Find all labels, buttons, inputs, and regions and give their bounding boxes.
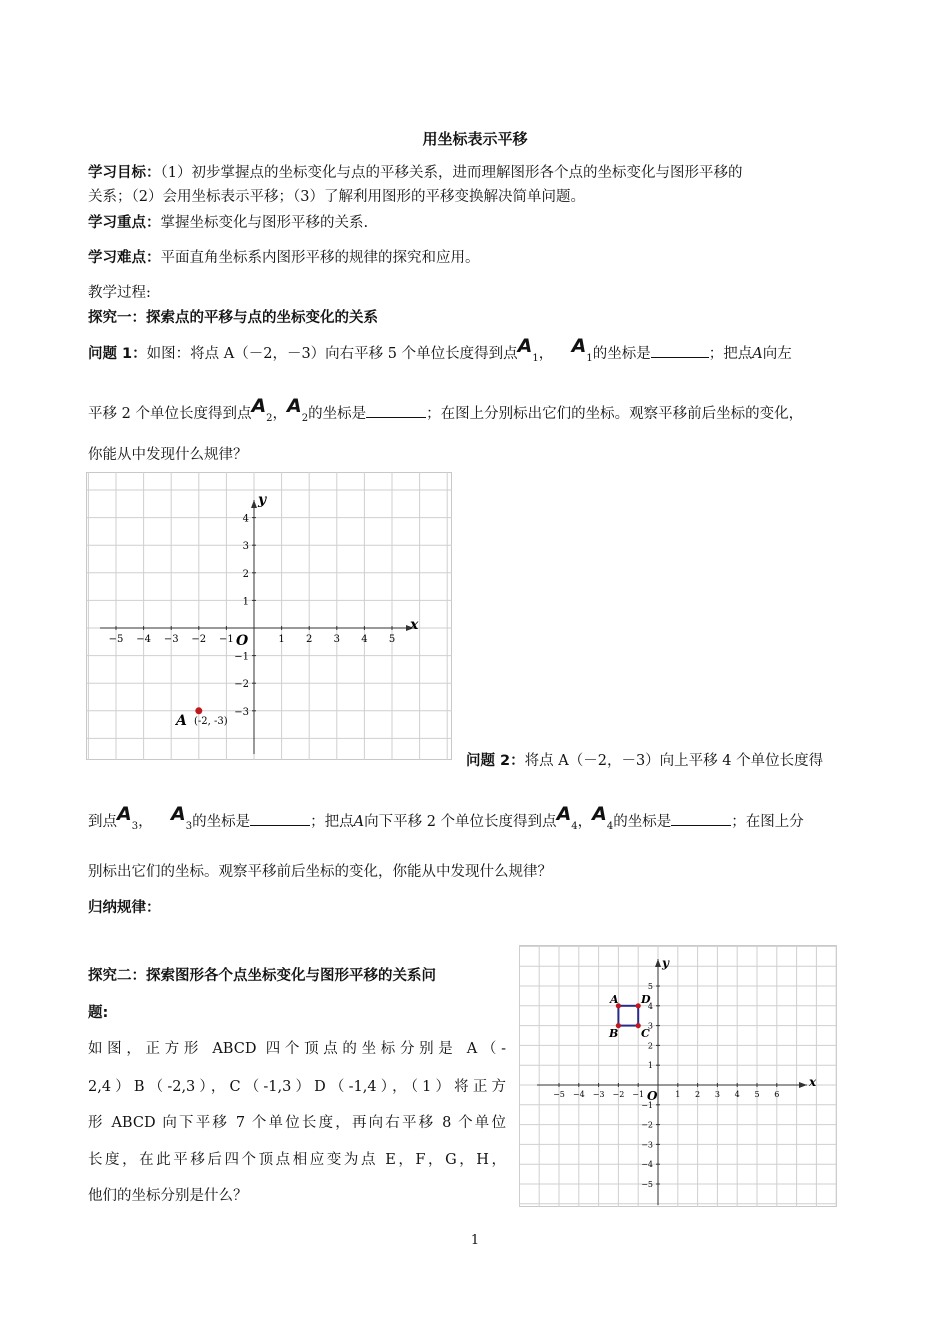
- q1-coord-text: 的坐标是: [592, 346, 651, 362]
- q2-label: 问题 2：: [466, 753, 525, 769]
- coordinate-graph-1: [86, 472, 452, 760]
- inquiry2-title-1: 探究二：探索图形各个点坐标变化与图形平移的关系问: [88, 968, 436, 984]
- q1-text-4: 平移 2 个单位长度得到点: [88, 406, 252, 422]
- point-a-italic-2: A: [353, 814, 365, 830]
- x-axis-label: x: [410, 617, 419, 633]
- x-tick-label: 5: [754, 1090, 760, 1099]
- x-tick-label: −3: [163, 634, 179, 645]
- q1-text-3: 向左: [762, 346, 792, 362]
- key-point-text: 掌握坐标变化与图形平移的关系.: [160, 215, 369, 231]
- x-tick-label: −1: [219, 634, 234, 645]
- y-tick-label: 4: [242, 513, 249, 525]
- point-a1-symbol: A: [517, 335, 533, 357]
- point-a4-symbol-2: A: [592, 803, 607, 825]
- sub-1b: 1: [586, 353, 593, 364]
- comma-3: ，: [138, 814, 153, 830]
- q2-text-2: 到点: [88, 814, 117, 830]
- sub-1: 1: [532, 353, 539, 364]
- graph1-grid: [86, 472, 452, 760]
- y-tick-label: 1: [242, 596, 249, 608]
- inquiry2-line-1: 如图，正方形 ABCD 四个顶点的坐标分别是 A（-: [88, 1041, 506, 1057]
- x-tick-label: 3: [714, 1090, 720, 1099]
- y-tick-label: −1: [641, 1100, 653, 1110]
- vertex-a-label: A: [610, 993, 619, 1006]
- q2-text: 将点 A（－2，－3）向上平移 4 个单位长度得: [524, 753, 824, 769]
- y-tick-label: 5: [647, 982, 653, 991]
- y-tick-label: 2: [647, 1041, 653, 1051]
- graph1-axes: [100, 500, 414, 754]
- q1-coord-text-2: 的坐标是: [308, 406, 367, 422]
- objectives-line-2: 关系；（2）会用坐标表示平移；（3）了解利用图形的平移变换解决简单问题。: [88, 189, 585, 205]
- y-tick-label: −4: [641, 1160, 653, 1170]
- x-tick-label: 4: [734, 1090, 740, 1099]
- vertex-c-label: C: [641, 1027, 650, 1040]
- sub-2b: 2: [301, 413, 309, 424]
- objectives-line-1: [88, 163, 742, 183]
- x-tick-label: 3: [333, 634, 340, 645]
- q2-coord-text: 的坐标是: [192, 814, 251, 830]
- q2-line-1: [466, 751, 823, 771]
- point-a4-symbol: A: [556, 803, 572, 825]
- y-axis-arrow: [251, 500, 257, 508]
- y-tick-label: −2: [641, 1120, 653, 1130]
- key-point-label: 学习重点：: [88, 215, 161, 231]
- answer-blank-a2[interactable]: [366, 403, 426, 418]
- point-a3-symbol: A: [117, 803, 132, 825]
- y-tick-label: −3: [641, 1140, 653, 1150]
- inquiry1-title: 探究一：探索点的平移与点的坐标变化的关系: [88, 310, 378, 326]
- grid-border: [87, 473, 452, 760]
- x-tick-label: −1: [632, 1090, 645, 1099]
- q2-line-2: [88, 803, 804, 834]
- answer-blank-a4[interactable]: [671, 811, 731, 826]
- inquiry2-line-3: 形 ABCD 向下平移 7 个单位长度，再向右平移 8 个单位: [88, 1115, 506, 1131]
- y-tick-label: −5: [641, 1180, 653, 1189]
- graph1-tick-labels: [109, 514, 396, 718]
- y-tick-label: −2: [234, 679, 249, 691]
- objectives-text-1: （1）初步掌握点的坐标变化与点的平移关系，进而理解图形各个点的坐标变化与图形平移的: [160, 165, 743, 181]
- q2-text-5: ；在图上分: [731, 814, 804, 830]
- y-tick-label: 3: [242, 541, 249, 553]
- inquiry2-title-2: 题:: [88, 1005, 109, 1021]
- comma: ，: [538, 346, 554, 362]
- x-axis-label-2: x: [809, 1075, 817, 1089]
- comma-2: ，: [272, 406, 288, 422]
- q2-line-3: 别标出它们的坐标。观察平移前后坐标的变化，你能从中发现什么规律？: [88, 864, 552, 880]
- vertex-b-label: B: [609, 1027, 619, 1040]
- x-tick-label: −4: [136, 634, 151, 645]
- y-axis-label: y: [258, 492, 267, 508]
- inquiry2-line-5: 他们的坐标分别是什么？: [88, 1188, 248, 1204]
- origin-label-2: O: [647, 1089, 658, 1103]
- q2-text-4: 向下平移 2 个单位长度得到点: [364, 814, 557, 830]
- graph2-axes: [537, 959, 807, 1205]
- point-a-label: A: [176, 713, 187, 729]
- y-tick-label: 3: [647, 1021, 653, 1031]
- difficulty-text: 平面直角坐标系内图形平移的规律的探究和应用。: [160, 250, 480, 266]
- x-tick-label: −2: [612, 1090, 625, 1099]
- y-axis-label-2: y: [662, 956, 669, 970]
- q1-label: 问题 1：: [88, 346, 147, 362]
- x-tick-label: −5: [553, 1090, 565, 1099]
- vertex-d-label: D: [641, 993, 651, 1006]
- difficulty: [88, 248, 480, 268]
- x-axis-arrow: [799, 1082, 807, 1088]
- y-tick-label: −3: [234, 706, 249, 718]
- q1-line-1: [88, 335, 792, 366]
- difficulty-label: 学习难点：: [88, 250, 161, 266]
- y-axis-arrow: [655, 959, 661, 967]
- x-tick-label: 4: [361, 634, 368, 645]
- graph2-grid: [519, 945, 837, 1207]
- point-a1-symbol-2: A: [571, 335, 587, 357]
- inquiry2-line-4: 长度，在此平移后四个顶点相应变为点 E，F，G，H，: [88, 1152, 506, 1168]
- key-point: [88, 213, 368, 233]
- square-vertices: [616, 1003, 641, 1028]
- summary-label: 归纳规律：: [88, 900, 161, 916]
- x-tick-label: 1: [675, 1090, 681, 1099]
- point-a3-symbol-2: A: [171, 803, 186, 825]
- q1-line-3: 你能从中发现什么规律？: [88, 447, 248, 463]
- x-tick-label: 2: [695, 1090, 701, 1099]
- point-a-coord: (-2, -3): [194, 716, 228, 727]
- inquiry2-line-2: 2,4）B（-2,3），C（-1,3）D（-1,4），（1）将正方: [88, 1079, 506, 1095]
- x-tick-label: −5: [108, 634, 124, 645]
- comma-4: ，: [577, 814, 593, 830]
- x-tick-label: 1: [278, 634, 285, 645]
- x-tick-label: −3: [592, 1090, 605, 1099]
- y-tick-label: 4: [647, 1001, 653, 1011]
- y-tick-label: −1: [234, 651, 249, 663]
- coordinate-graph-2: [519, 945, 837, 1207]
- sub-2: 2: [266, 413, 273, 424]
- y-tick-label: 1: [647, 1061, 653, 1071]
- x-tick-label: 2: [306, 634, 313, 645]
- sub-3b: 3: [185, 821, 193, 832]
- x-tick-label: −2: [191, 634, 207, 645]
- objectives-label: 学习目标：: [88, 165, 161, 181]
- q2-coord-text-2: 的坐标是: [613, 814, 672, 830]
- point-a2-symbol: A: [251, 395, 267, 417]
- point-a2-symbol-2: A: [287, 395, 302, 417]
- y-tick-label: 2: [242, 568, 249, 580]
- x-tick-label: 5: [388, 634, 396, 645]
- process-label: 教学过程:: [88, 285, 151, 301]
- sub-4: 4: [571, 821, 578, 832]
- x-tick-label: −4: [572, 1090, 585, 1099]
- point-a[interactable]: [195, 707, 202, 714]
- point-a-italic: A: [752, 346, 763, 362]
- q2-text-3: ；把点: [310, 814, 354, 830]
- answer-blank-a1[interactable]: [651, 343, 709, 358]
- q1-text: 如图：将点 A（－2，－3）向右平移 5 个单位长度得到点: [146, 346, 518, 362]
- square-abcd[interactable]: [618, 1006, 638, 1026]
- q1-line-2: [88, 395, 804, 426]
- sub-4b: 4: [606, 821, 614, 832]
- answer-blank-a3[interactable]: [250, 811, 310, 826]
- q1-text-5: ；在图上分别标出它们的坐标。观察平移前后坐标的变化，: [426, 406, 804, 422]
- sub-3: 3: [131, 821, 139, 832]
- q1-text-2: ；把点: [708, 346, 753, 362]
- page-number: 1: [470, 1233, 480, 1248]
- page-title: 用坐标表示平移: [422, 130, 528, 148]
- x-tick-label: 6: [774, 1090, 780, 1099]
- origin-label: O: [236, 633, 249, 649]
